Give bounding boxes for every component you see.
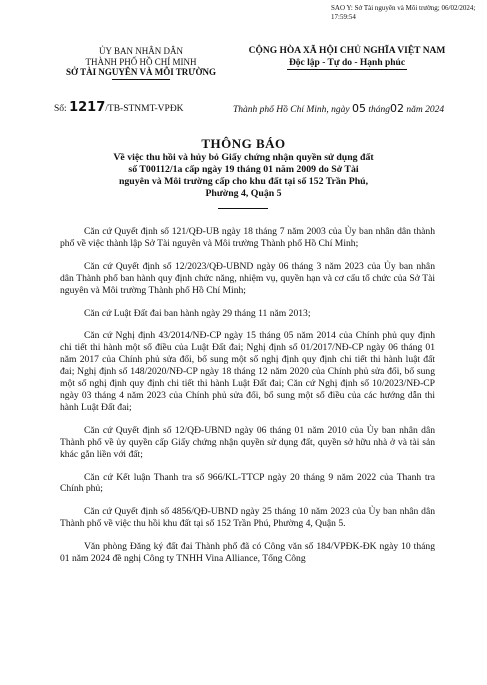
document-header [0, 46, 487, 96]
issuing-agency [46, 46, 236, 80]
body-paragraph: Căn cứ Quyết định số 4856/QĐ-UBND ngày 25 tháng 10 năm 2023 của Ủy ban nhân dân Thành phố về việc thu hồi khu đất tại số 152 Trần Phú, Phường 4, Quận 5. [60, 506, 435, 530]
body-paragraph: Căn cứ Kết luận Thanh tra số 966/KL-TTCP ngày 20 tháng 9 năm 2022 của Thanh tra Chính phủ; [60, 471, 435, 495]
national-motto [232, 46, 462, 70]
motto-line-2: Độc lập - Tự do - Hạnh phúc [288, 57, 406, 68]
subject-line-1: Về việc thu hồi và hủy bỏ Giấy chứng nhận quyền sử dụng đất [113, 152, 374, 163]
date-day: 05 [352, 102, 367, 115]
agency-line-1: ỦY BAN NHÂN DÂN [99, 46, 183, 56]
agency-line-3: SỞ TÀI NGUYÊN VÀ MÔI TRƯỜNG [66, 67, 216, 77]
copy-stamp [331, 4, 481, 22]
body-paragraph: Căn cứ Nghị định 43/2014/NĐ-CP ngày 15 tháng 05 năm 2014 của Chính phủ quy định chi tiết thi hành một số điều của Luật Đất đai; Nghị định số 01/2017/NĐ-CP ngày 06 tháng 01 năm 2017 của Chính phủ sửa đổi, bổ sung một số nghị định quy định chi tiết thi hành luật đất đai; Nghị định số 148/2020/NĐ-CP ngày 18 tháng 12 năm 2020 của Chính phủ sửa đổi, bổ sung một số nghị định quy định chi tiết thi hành Luật Đất đai; Căn cứ Nghị định số 10/2023/NĐ-CP ngày 03 tháng 4 năm 2023 của Chính phủ sửa đổi, bổ sung một số điều của các hướng dẫn thi hành Luật Đất đai; [60, 330, 435, 413]
doc-number-prefix: Số: [54, 104, 67, 114]
motto-line-1: CỘNG HÒA XÃ HỘI CHỦ NGHĨA VIỆT NAM [248, 46, 446, 56]
doc-number-value: 1217 [69, 100, 106, 115]
place-date-prefix: Thành phố Hồ Chí Minh, ngày [233, 105, 350, 115]
motto-underline [287, 69, 407, 70]
body-paragraph: Văn phòng Đăng ký đất đai Thành phố đã có Công văn số 184/VPĐK-ĐK ngày 10 tháng 01 năm 2024 đề nghị Công ty TNHH Vina Alliance, Tổng Công [60, 541, 435, 565]
doc-number-suffix: /TB-STNMT-VPĐK [105, 104, 184, 114]
document-subject [90, 152, 397, 200]
body-paragraph: Căn cứ Luật Đất đai ban hành ngày 29 tháng 11 năm 2013; [84, 307, 311, 319]
body-paragraph: Căn cứ Quyết định số 12/2023/QĐ-UBND ngày 06 tháng 3 năm 2023 của Ủy ban nhân dân Thành phố ban hành quy định chức năng, nhiệm vụ, quyền hạn và cơ cấu tổ chức của Sở Tài nguyên và Môi trường Thành phố Hồ Chí Minh; [60, 260, 435, 296]
stamp-line-1: SAO Y: Sở Tài nguyên và Môi trường; 06/02/2024; [331, 4, 476, 12]
document-title: THÔNG BÁO [201, 136, 286, 151]
date-month: 02 [390, 102, 405, 115]
body-paragraph: Căn cứ Quyết định số 121/QĐ-UB ngày 18 tháng 7 năm 2003 của Ủy ban nhân dân thành phố về việc thành lập Sở Tài nguyên và Môi trường Thành phố Hồ Chí Minh; [60, 226, 435, 249]
agency-underline [112, 79, 170, 80]
subject-underline [218, 208, 268, 209]
agency-line-2: THÀNH PHỐ HỒ CHÍ MINH [85, 56, 197, 67]
stamp-line-2: 17:59:54 [331, 13, 356, 21]
date-year: năm 2024 [406, 105, 445, 115]
document-body [60, 226, 435, 576]
subject-line-4: Phường 4, Quận 5 [205, 188, 282, 199]
subject-line-3: nguyên và Môi trường cấp cho khu đất tại số 152 Trần Phú, [118, 176, 369, 187]
document-number [54, 100, 184, 115]
date-month-label: tháng [368, 105, 391, 115]
document-meta [0, 100, 487, 116]
place-and-date [233, 102, 444, 115]
subject-line-2: số T00112/1a cấp ngày 19 tháng 01 năm 2009 do Sở Tài [128, 164, 359, 175]
body-paragraph: Căn cứ Quyết định số 12/QĐ-UBND ngày 06 tháng 01 năm 2010 của Ủy ban nhân dân Thành phố về ủy quyền cấp Giấy chứng nhận quyền sử dụng đất, quyền sở hữu nhà ở và tài sản khác gắn liền với đất; [60, 424, 435, 460]
